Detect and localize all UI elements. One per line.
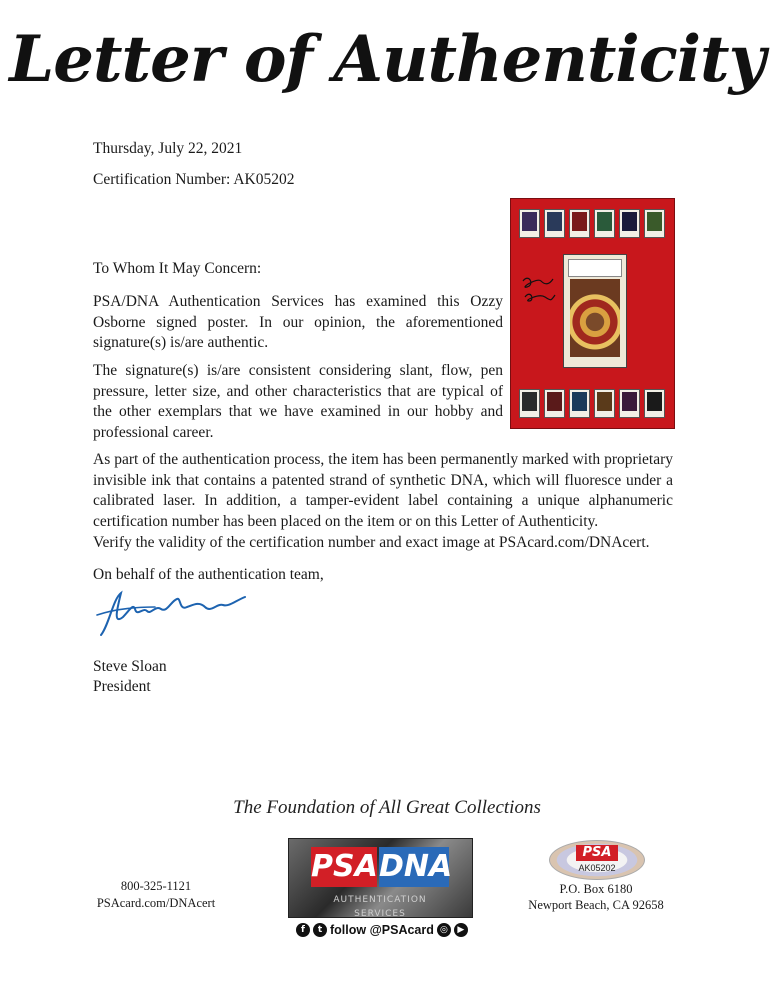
paragraph-examination: PSA/DNA Authentication Services has examined this Ozzy Osborne signed poster. In our opinion, the aforementioned signature(s) is/are authentic. [93, 293, 503, 351]
psa-dna-logo [288, 838, 473, 918]
twitter-icon[interactable]: t [313, 923, 327, 937]
youtube-icon[interactable]: ▶ [454, 923, 468, 937]
signature-steve-sloan [95, 585, 255, 645]
dna-logo-text: DNA [379, 847, 449, 887]
psa-logo-text: PSA [311, 847, 377, 887]
psa-hologram-sticker [549, 840, 645, 880]
footer-tagline: The Foundation of All Great Collections [233, 797, 541, 818]
instagram-icon[interactable]: ◎ [437, 923, 451, 937]
letter-title: Letter of Authenticity [9, 22, 765, 97]
footer-po-box: P.O. Box 6180 [559, 882, 633, 896]
footer-city: Newport Beach, CA 92658 [528, 898, 664, 912]
paragraph-consistency: The signature(s) is/are consistent considering slant, flow, pen pressure, letter size, and other characteristics that are typical of the other exemplars that we have examined in our hobby and professional career. [93, 362, 503, 441]
salutation: To Whom It May Concern: [93, 260, 262, 277]
signer-title: President [93, 678, 151, 695]
closing: On behalf of the authentication team, [93, 566, 324, 583]
poster-centerpiece [563, 254, 627, 368]
paragraph-process: As part of the authentication process, the item has been permanently marked with proprietary invisible ink that contains a patented strand of synthetic DNA, which will fluoresce under a calibrated laser. In addition, a tamper-evident label containing a unique alphanumeric certification number has been placed on the item or on this Letter of Authenticity. [93, 451, 673, 530]
poster-image [510, 198, 675, 429]
letter-date: Thursday, July 22, 2021 [93, 140, 243, 157]
social-handle[interactable]: follow @PSAcard [330, 923, 434, 937]
certification-number: Certification Number: AK05202 [93, 171, 295, 188]
social-links [296, 922, 468, 938]
logo-strip-text: AUTHENTICATION SERVICES [333, 895, 427, 919]
sticker-psa-logo: PSA [576, 845, 618, 861]
sticker-cert-number: AK05202 [578, 863, 616, 873]
signer-name: Steve Sloan [93, 658, 167, 675]
footer-website[interactable]: PSAcard.com/DNAcert [96, 896, 216, 910]
facebook-icon[interactable]: f [296, 923, 310, 937]
poster-autograph [519, 271, 559, 311]
paragraph-verify: Verify the validity of the certification number and exact image at PSAcard.com/DNAcert. [93, 534, 650, 551]
footer-phone: 800-325-1121 [120, 879, 192, 893]
